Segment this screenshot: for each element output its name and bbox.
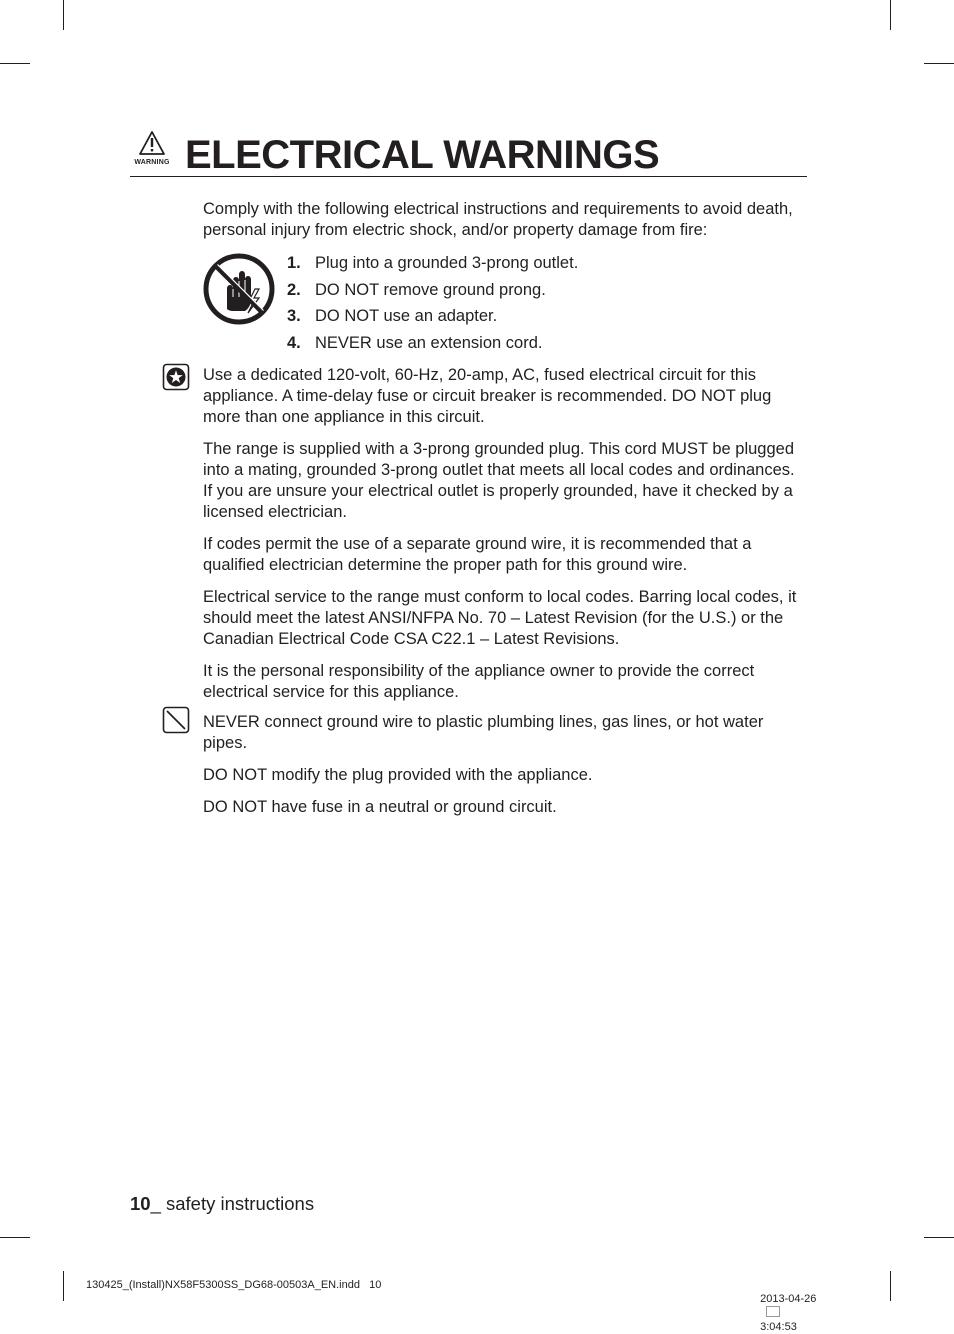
print-time: 3:04:53 — [760, 1321, 797, 1333]
section-header — [130, 128, 807, 177]
steps-block — [203, 253, 808, 353]
crop-mark — [63, 1271, 64, 1301]
prohibited-note-icon — [162, 706, 190, 734]
crop-mark — [0, 63, 30, 64]
crop-mark — [890, 0, 891, 30]
page-title: ELECTRICAL WARNINGS — [185, 133, 660, 177]
important-paragraph: The range is supplied with a 3-prong grounded plug. This cord MUST be plugged into a mating, grounded 3-prong outlet that meets all local codes and ordinances. If you are unsure your electrical outlet is properly grounded, have it checked by a licensed electrician. — [203, 440, 795, 521]
list-item: 4. NEVER use an extension cord. — [287, 333, 543, 352]
print-date: 2013-04-26 — [760, 1293, 817, 1305]
list-item: 1. Plug into a grounded 3-prong outlet. — [287, 254, 579, 272]
prohibited-paragraph: DO NOT modify the plug provided with the appliance. — [203, 766, 593, 784]
important-notes — [203, 365, 808, 703]
prohibited-notes — [203, 712, 808, 818]
prohibited-paragraph: DO NOT have fuse in a neutral or ground circuit. — [203, 798, 557, 816]
warning-label: WARNING — [134, 159, 170, 166]
list-item: 3. DO NOT use an adapter. — [287, 307, 498, 325]
warning-badge — [130, 130, 174, 170]
steps-list — [287, 253, 578, 359]
important-paragraph: If codes permit the use of a separate ground wire, it is recommended that a qualified electrician determine the proper path for this ground wire. — [203, 535, 752, 574]
intro-paragraph: Comply with the following electrical instructions and requirements to avoid death, personal injury from electric shock, and/or property damage from fire: — [203, 200, 793, 239]
print-time-prefix — [766, 1306, 780, 1317]
crop-mark — [0, 1237, 30, 1238]
page-number: 10 — [130, 1193, 151, 1214]
content — [203, 199, 808, 829]
list-item: 2. DO NOT remove ground prong. — [287, 280, 546, 299]
section-name: _ safety instructions — [150, 1193, 315, 1214]
important-paragraph: Electrical service to the range must conform to local codes. Barring local codes, it should meet the latest ANSI/NFPA No. 70 – Latest Revision (for the U.S.) or the Canadian Electrical Code CSA C22.1 – Latest Revisions. — [203, 588, 797, 648]
file-info: 130425_(Install)NX58F5300SS_DG68-00503A_EN.indd 10 — [86, 1279, 382, 1291]
crop-mark — [63, 0, 64, 30]
page-footer — [130, 1192, 314, 1216]
crop-mark — [924, 63, 954, 64]
print-timestamp — [754, 1278, 816, 1334]
no-hand-shock-icon — [203, 253, 275, 325]
crop-mark — [890, 1271, 891, 1301]
prohibited-paragraph: NEVER connect ground wire to plastic plumbing lines, gas lines, or hot water pipes. — [203, 713, 764, 752]
warning-triangle-icon — [138, 130, 166, 156]
star-note-icon — [162, 363, 190, 391]
important-paragraph: Use a dedicated 120-volt, 60-Hz, 20-amp, AC, fused electrical circuit for this appliance. A time-delay fuse or circuit breaker is recommended. DO NOT plug more than one appliance in this circuit. — [203, 366, 772, 426]
important-paragraph: It is the personal responsibility of the appliance owner to provide the correct electrical service for this appliance. — [203, 662, 755, 701]
crop-mark — [924, 1237, 954, 1238]
